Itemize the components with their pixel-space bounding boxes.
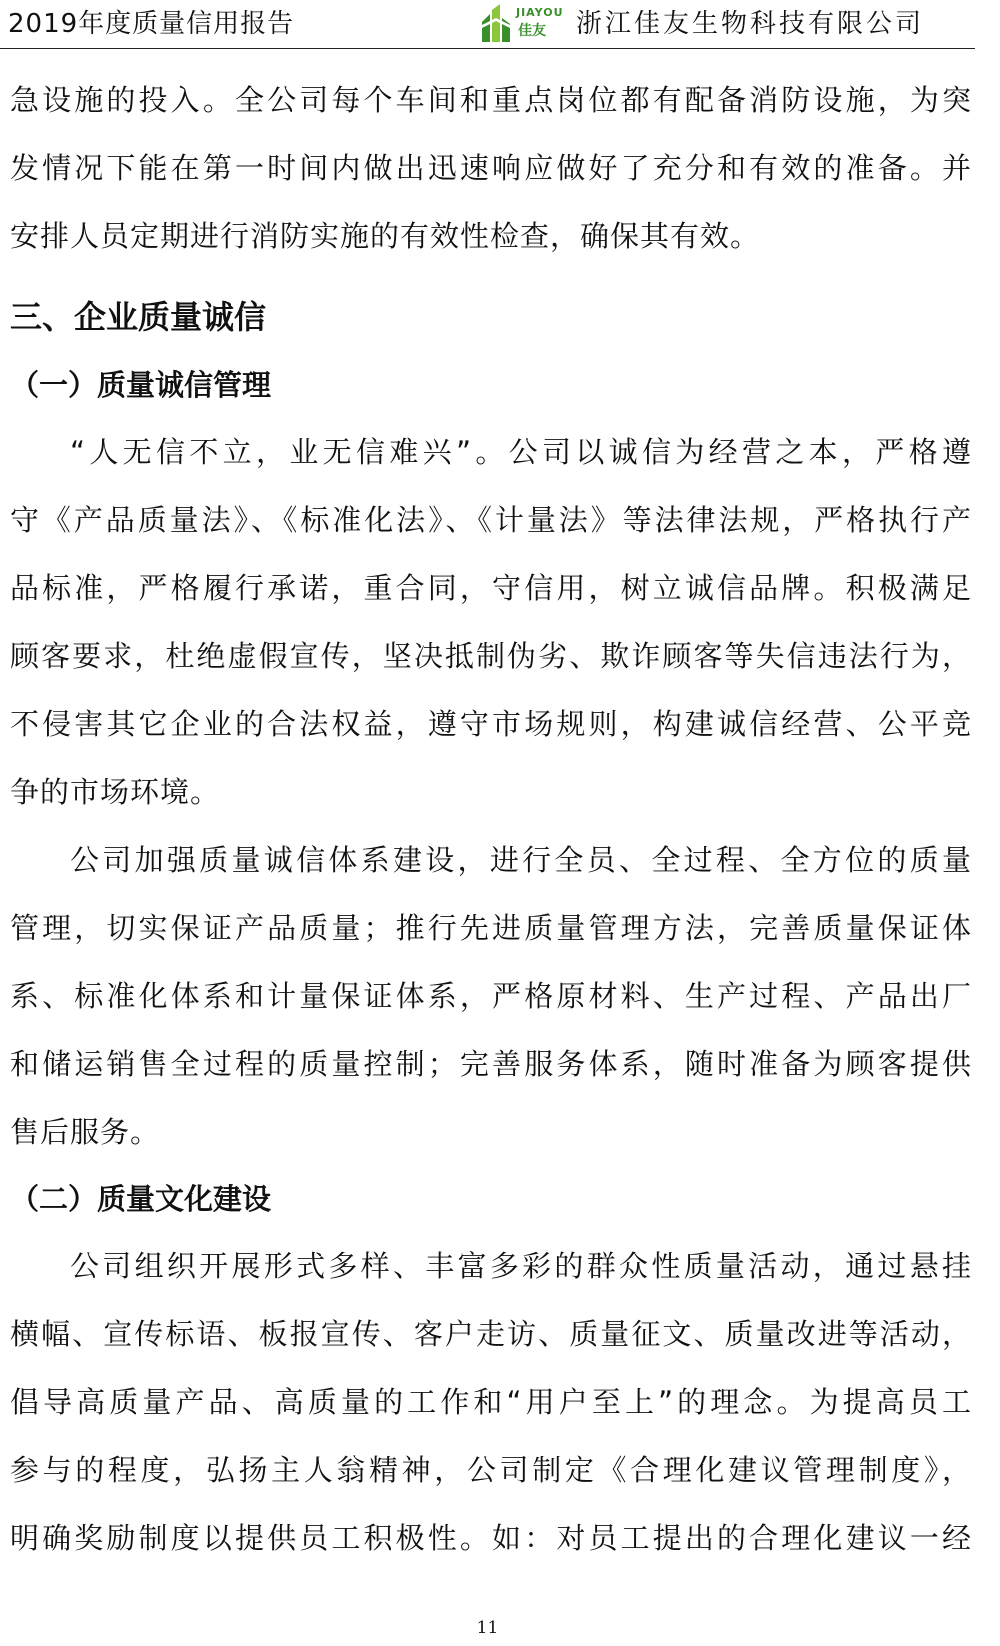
text-line: 系、标准化体系和计量保证体系，严格原材料、生产过程、产品出厂 (10, 979, 972, 1013)
subsection-heading: （二）质量文化建设 (10, 1182, 272, 1216)
paragraph-fire-safety (10, 66, 972, 270)
text-line: 安排人员定期进行消防实施的有效性检查，确保其有效。 (10, 219, 761, 253)
text-line: 售后服务。 (10, 1115, 161, 1149)
text-line: 不侵害其它企业的合法权益，遵守市场规则，构建诚信经营、公平竞 (10, 707, 972, 741)
page-header (0, 0, 975, 49)
report-title: 2019年度质量信用报告 (8, 9, 295, 39)
text-line: 横幅、宣传标语、板报宣传、客户走访、质量征文、质量改进等活动， (10, 1317, 972, 1351)
paragraph-quality-system (10, 826, 972, 1166)
text-line: “人无信不立，业无信难兴”。公司以诚信为经营之本，严格遵 (70, 435, 972, 469)
paragraph-integrity (10, 418, 972, 826)
logo-text-cn: 佳友 (518, 23, 546, 39)
text-line: 公司组织开展形式多样、丰富多彩的群众性质量活动，通过悬挂 (70, 1249, 972, 1283)
text-line: 发情况下能在第一时间内做出迅速响应做好了充分和有效的准备。并 (10, 151, 972, 185)
logo-text-en: JIAYOU (516, 6, 564, 19)
text-line: 参与的程度，弘扬主人翁精神，公司制定《合理化建议管理制度》， (10, 1453, 972, 1487)
text-line: 顾客要求，杜绝虚假宣传，坚决抵制伪劣、欺诈顾客等失信违法行为， (10, 639, 972, 673)
page-body (10, 66, 972, 1572)
text-line: 明确奖励制度以提供员工积极性。如：对员工提出的合理化建议一经 (10, 1521, 972, 1555)
section-heading: 三、企业质量诚信 (10, 298, 267, 336)
text-line: 守《产品质量法》、《标准化法》、《计量法》等法律法规，严格执行产 (10, 503, 972, 537)
paragraph-quality-culture (10, 1232, 972, 1572)
text-line: 管理，切实保证产品质量；推行先进质量管理方法，完善质量保证体 (10, 911, 972, 945)
text-line: 公司加强质量诚信体系建设，进行全员、全过程、全方位的质量 (70, 843, 972, 877)
text-line: 和储运销售全过程的质量控制；完善服务体系，随时准备为顾客提供 (10, 1047, 972, 1081)
page-number: 11 (476, 1618, 499, 1638)
company-logo (478, 4, 568, 44)
company-name: 浙江佳友生物科技有限公司 (576, 9, 925, 39)
text-line: 倡导高质量产品、高质量的工作和“用户至上”的理念。为提高员工 (10, 1385, 972, 1419)
text-line: 争的市场环境。 (10, 775, 221, 809)
leaf-logo-icon (478, 4, 514, 44)
subsection-heading: （一）质量诚信管理 (10, 368, 272, 402)
text-line: 品标准，严格履行承诺，重合同，守信用，树立诚信品牌。积极满足 (10, 571, 972, 605)
text-line: 急设施的投入。全公司每个车间和重点岗位都有配备消防设施，为突 (10, 83, 972, 117)
